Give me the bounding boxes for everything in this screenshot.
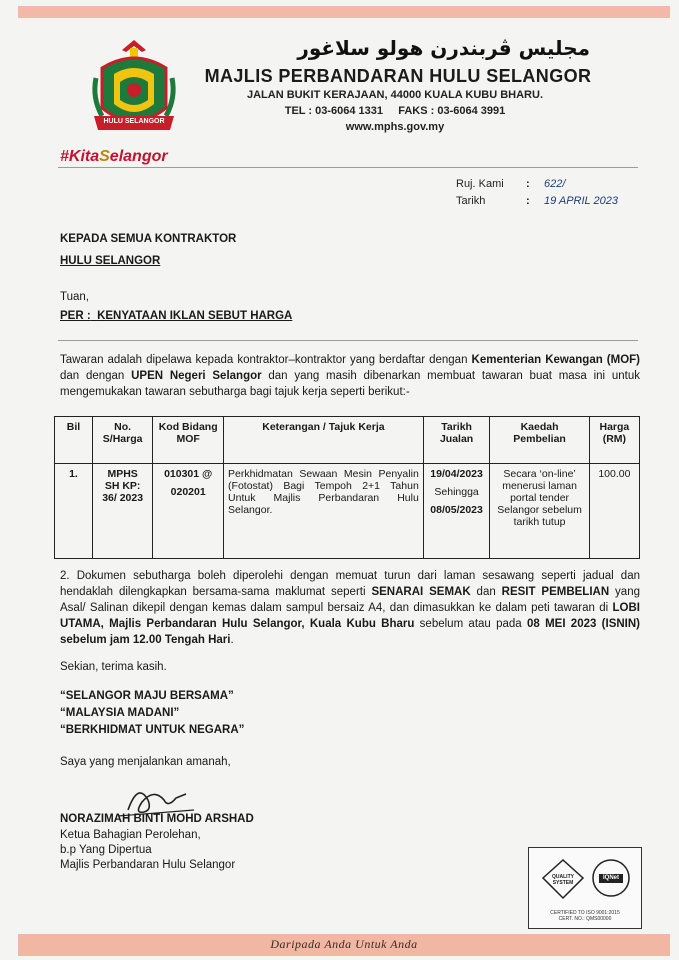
quality-system-label: QUALITY SYSTEM [552, 874, 574, 886]
top-decorative-band [18, 6, 670, 18]
col-tarikh-jualan: Tarikh Jualan [423, 417, 490, 464]
council-name: MAJLIS PERBANDARAN HULU SELANGOR [204, 66, 592, 86]
footer-motto: Daripada Anda Untuk Anda [270, 937, 418, 951]
date-colon: : [526, 195, 530, 207]
signer-title: Ketua Bahagian Perolehan, [60, 829, 201, 841]
cell-bil: 1. [55, 464, 93, 559]
paragraph-1: Tawaran adalah dipelawa kepada kontraktor–kontraktor yang berdaftar dengan Kementerian Kewangan (MOF) dan dengan UPEN Negeri Selangor dan yang masih dibenarkan membuat tawaran buat masa ini untuk mengemukakan tawaran sebutharga bagi tajuk kerja seperti berikut:- [60, 354, 641, 398]
col-kaedah-pembelian: Kaedah Pembelian [490, 417, 589, 464]
cell-no-sharga: MPHS SH KP: 36/ 2023 [92, 464, 152, 559]
cell-kod-bidang: 010301 @ 020201 [153, 464, 224, 559]
recipient-line-2: HULU SELANGOR [60, 255, 161, 267]
date-label: Tarikh [456, 195, 486, 207]
tender-table [54, 416, 640, 559]
subject-line: PER : KENYATAAN IKLAN SEBUT HARGA [60, 310, 293, 322]
certification-caption: CERTIFIED TO ISO 9001:2015 CERT. NO.: QMS00000 [550, 910, 620, 922]
signer-name: NORAZIMAH BINTI MOHD ARSHAD [60, 813, 254, 825]
table-row [55, 464, 640, 559]
header-rule [58, 167, 638, 168]
cell-harga: 100.00 [589, 464, 639, 559]
subject-rule [58, 340, 638, 341]
letter-date: 19 APRIL 2023 [544, 195, 619, 207]
footer-band [18, 934, 670, 956]
reference-number: 622/ [544, 178, 566, 190]
signer-on-behalf: b.p Yang Dipertua [60, 844, 152, 856]
col-bil: Bil [55, 417, 93, 464]
slogan-2: “MALAYSIA MADANI” [60, 707, 180, 719]
council-address: JALAN BUKIT KERAJAAN, 44000 KUALA KUBU BHARU. [246, 89, 543, 101]
col-harga: Harga (RM) [589, 417, 639, 464]
council-phone-fax: TEL : 03-6064 1331 FAKS : 03-6064 3991 [284, 105, 506, 117]
certification-marks [528, 847, 642, 929]
jawi-council-name: مجليس ڤربندرن هولو سلاغور [297, 36, 590, 60]
kita-selangor-hashtag: #KitaSelangor [60, 148, 168, 165]
table-header-row [55, 417, 640, 464]
col-no-sharga: No. S/Harga [92, 417, 152, 464]
cell-tarikh-jualan: 19/04/2023 Sehingga 08/05/2023 [423, 464, 490, 559]
col-keterangan: Keterangan / Tajuk Kerja [224, 417, 424, 464]
council-website: www.mphs.gov.my [345, 121, 445, 133]
reference-colon: : [526, 178, 530, 190]
col-kod-bidang: Kod Bidang MOF [153, 417, 224, 464]
cell-keterangan: Perkhidmatan Sewaan Mesin Penyalin (Fotostat) Bagi Tempoh 2+1 Tahun Untuk Majlis Perbandaran Hulu Selangor. [224, 464, 424, 559]
trust-line: Saya yang menjalankan amanah, [60, 756, 231, 768]
recipient-line-1: KEPADA SEMUA KONTRAKTOR [60, 233, 237, 245]
slogan-1: “SELANGOR MAJU BERSAMA” [60, 690, 234, 702]
slogan-3: “BERKHIDMAT UNTUK NEGARA” [60, 724, 245, 736]
paragraph-2: 2. Dokumen sebutharga boleh diperolehi dengan memuat turun dari laman sesawang seperti jadual dan hendaklah dilengkapkan bersama-sama maklumat seperti SENARAI SEMAK dan RESIT PEMBELIAN yang Asal/ Salinan dikepil dengan kemas dalam sampul bersaiz A4, dan dimasukkan ke dalam peti tawaran di LOBI UTAMA, Majlis Perbandaran Hulu Selangor, Kuala Kubu Bharu sebelum atau pada 08 MEI 2023 (ISNIN) sebelum jam 12.00 Tengah Hari. [60, 570, 640, 646]
closing-line: Sekian, terima kasih. [60, 661, 167, 673]
salutation: Tuan, [60, 291, 89, 303]
crest-banner-text: HULU SELANGOR [103, 118, 165, 125]
reference-label: Ruj. Kami [456, 178, 504, 190]
cell-kaedah-pembelian: Secara ‘on-line’ menerusi laman portal tender Selangor sebelum tarikh tutup [490, 464, 589, 559]
signer-organisation: Majlis Perbandaran Hulu Selangor [60, 859, 236, 871]
iqnet-label: IQNet [602, 875, 619, 881]
